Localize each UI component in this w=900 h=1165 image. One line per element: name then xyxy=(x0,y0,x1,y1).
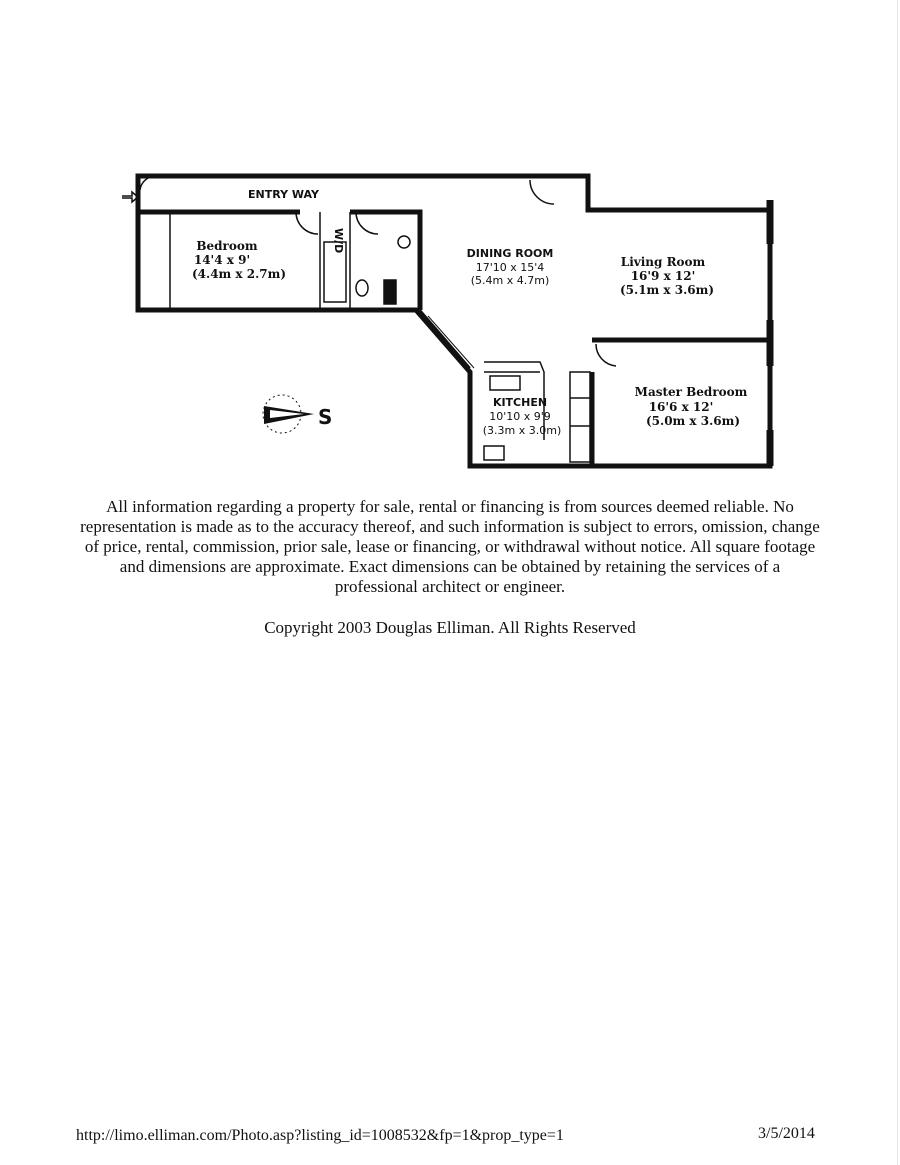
copyright-text: Copyright 2003 Douglas Elliman. All Rights Reserved xyxy=(264,618,636,637)
bath-door-swing xyxy=(356,212,378,234)
living-size: 16'9 x 12' xyxy=(630,269,696,283)
bedroom-door-swing xyxy=(296,212,318,234)
compass-icon xyxy=(263,395,332,433)
dining-door-swing xyxy=(530,180,554,204)
bedroom-name: Bedroom xyxy=(196,239,258,253)
page-edge xyxy=(897,0,898,1165)
kitchen-size: 10'10 x 9'9 xyxy=(489,410,551,423)
master-door-swing xyxy=(596,344,616,366)
master-name: Master Bedroom xyxy=(634,385,748,399)
living-metric: (5.1m x 3.6m) xyxy=(619,283,715,297)
master-size: 16'6 x 12' xyxy=(648,400,714,414)
floor-plan xyxy=(0,0,900,480)
bedroom-size: 14'4 x 9' xyxy=(193,253,251,267)
kitchen-metric: (3.3m x 3.0m) xyxy=(482,424,562,437)
master-metric: (5.0m x 3.6m) xyxy=(645,414,741,428)
compass-letter: S xyxy=(318,405,333,429)
bedroom-metric: (4.4m x 2.7m) xyxy=(191,267,287,281)
entry-wall xyxy=(138,212,420,310)
dining-size: 17'10 x 15'4 xyxy=(475,261,545,274)
kitchen-stove xyxy=(490,376,520,390)
toilet-icon xyxy=(356,280,368,296)
kitchen-sink xyxy=(484,446,504,460)
kitchen-name: KITCHEN xyxy=(492,396,548,409)
footer-url: http://limo.elliman.com/Photo.asp?listing_id=1008532&fp=1&prop_type=1 xyxy=(76,1127,564,1144)
disclaimer-text: All information regarding a property for sale, rental or financing is from sources deemed reliable. No representation is made as to the accuracy thereof, and such information is subject to errors, omission, change of price, rental, commission, prior sale, lease or financing, or withdrawal without notice. All square footage and dimensions are approximate. Exact dimensions can be obtained by retaining the services of a professional architect or engineer. xyxy=(80,497,820,596)
sink-icon xyxy=(398,236,410,248)
entry-label: ENTRY WAY xyxy=(248,188,319,201)
footer-date: 3/5/2014 xyxy=(758,1125,815,1142)
wd-label: W/D xyxy=(332,228,345,254)
dining-metric: (5.4m x 4.7m) xyxy=(470,274,550,287)
living-name: Living Room xyxy=(620,255,706,269)
dining-name: DINING ROOM xyxy=(466,247,554,260)
